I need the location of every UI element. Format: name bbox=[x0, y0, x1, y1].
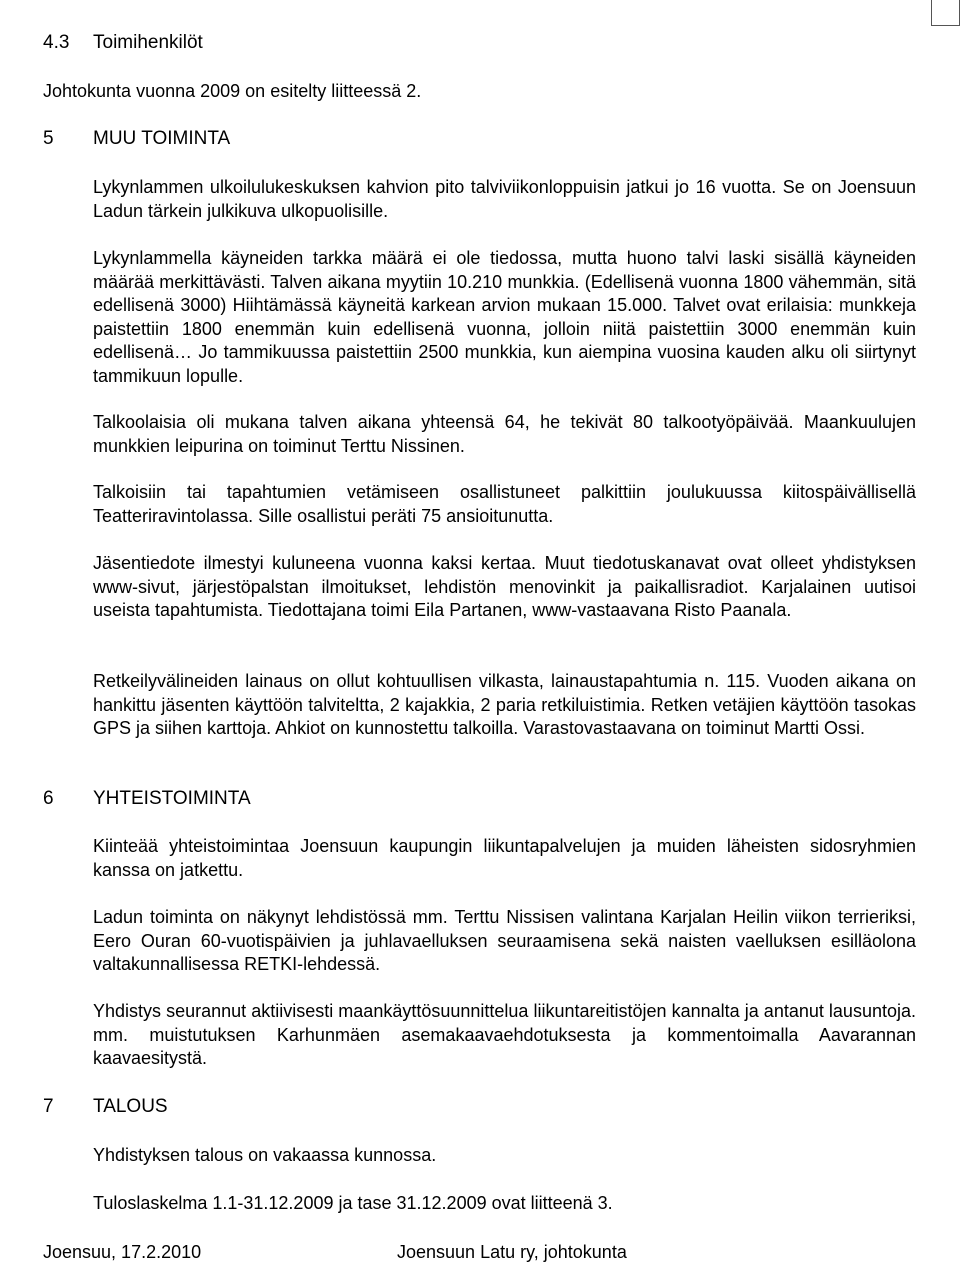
page-corner-frame bbox=[931, 0, 960, 26]
paragraph: Talkoisiin tai tapahtumien vetämiseen osallistuneet palkittiin joulukuussa kiitospäivällisellä Teatteriravintolassa. Sille osallistui peräti 75 ansioitunutta. bbox=[93, 482, 916, 526]
section-number: 7 bbox=[43, 1096, 54, 1117]
paragraph: Kiinteää yhteistoimintaa Joensuun kaupungin liikuntapalvelujen ja muiden läheisten sidosryhmien kanssa on jatkettu. bbox=[93, 836, 916, 880]
section-number: 6 bbox=[43, 788, 54, 809]
paragraph: Yhdistys seurannut aktiivisesti maankäyttösuunnittelua liikuntareitistöjen kannalta ja antanut lausuntoja. mm. muistutuksen Karhunmäen asemakaavaehdotuksesta ja kommentoimalla Aavarannan kaavaesitystä. bbox=[93, 1001, 916, 1068]
footer-signature: Joensuun Latu ry, johtokunta bbox=[397, 1242, 627, 1262]
section-number: 5 bbox=[43, 128, 54, 149]
section-6-heading bbox=[43, 787, 251, 811]
paragraph: Retkeilyvälineiden lainaus on ollut kohtuullisen vilkasta, lainaustapahtumia n. 115. Vuoden aikana on hankittu jäsenten käyttöön talviteltta, 2 kajakkia, 2 paria retkiluistimia. Retken vetäjien käyttöön tasokas GPS ja siihen karttoja. Ahkiot on kunnostettu talkoilla. Varastovastaavana on toiminut Martti Ossi. bbox=[93, 671, 916, 738]
section-4-3-heading bbox=[43, 31, 203, 55]
paragraph: Lykynlammen ulkoilulukeskuksen kahvion pito talviviikonloppuisin jatkui jo 16 vuotta. Se on Joensuun Ladun tärkein julkikuva ulkopuolisille. bbox=[93, 177, 916, 221]
section-4-3-text: Johtokunta vuonna 2009 on esitelty liitteessä 2. bbox=[43, 81, 422, 101]
section-title: Toimihenkilöt bbox=[93, 32, 203, 53]
paragraph: Jäsentiedote ilmestyi kuluneena vuonna kaksi kertaa. Muut tiedotuskanavat ovat olleet yhdistyksen www-sivut, järjestöpalstan ilmoitukset, lehdistön menovinkit ja paikallisradiot. Karjalainen uutisoi useista tapahtumista. Tiedottajana toimi Eila Partanen, www-vastaavana Risto Paanala. bbox=[93, 553, 916, 620]
paragraph: Talkoolaisia oli mukana talven aikana yhteensä 64, he tekivät 80 talkootyöpäivää. Maankuulujen munkkien leipurina on toiminut Terttu Nissinen. bbox=[93, 412, 916, 456]
paragraph: Tuloslaskelma 1.1-31.12.2009 ja tase 31.12.2009 ovat liitteenä 3. bbox=[93, 1193, 613, 1213]
section-5-heading bbox=[43, 127, 230, 151]
paragraph: Lykynlammella käyneiden tarkka määrä ei ole tiedossa, mutta huono talvi laski sisällä käyneiden määrää merkittävästi. Talven aikana myytiin 10.210 munkkia. (Edellisenä vuonna 1800 vähemmän, sitä edellisenä 3000) Hiihtämässä käyneitä karkean arvion mukaan 15.000. Talvet ovat erilaisia: munkkeja paistettiin 1800 enemmän kuin edellisenä vuonna, jolloin niitä paistettiin 3000 enemmän kuin edellisenä… Jo tammikuussa paistettiin 2500 munkkia, kun aiempina vuosina kauden alku oli siirtynyt tammikuun lopulle. bbox=[93, 248, 916, 386]
paragraph: Yhdistyksen talous on vakaassa kunnossa. bbox=[93, 1145, 437, 1165]
footer-place-date: Joensuu, 17.2.2010 bbox=[43, 1242, 202, 1262]
section-title: MUU TOIMINTA bbox=[93, 128, 231, 149]
section-title: YHTEISTOIMINTA bbox=[93, 788, 251, 809]
paragraph: Ladun toiminta on näkynyt lehdistössä mm. Terttu Nissisen valintana Karjalan Heilin viikon terrieriksi, Eero Ouran 60-vuotispäivien ja juhlavaelluksen seuraamisena sekä naisten vaelluksen esilläolona valtakunnallisessa RETKI-lehdessä. bbox=[93, 907, 916, 974]
section-7-heading bbox=[43, 1095, 168, 1119]
section-number: 4.3 bbox=[43, 32, 70, 53]
section-title: TALOUS bbox=[93, 1096, 168, 1117]
